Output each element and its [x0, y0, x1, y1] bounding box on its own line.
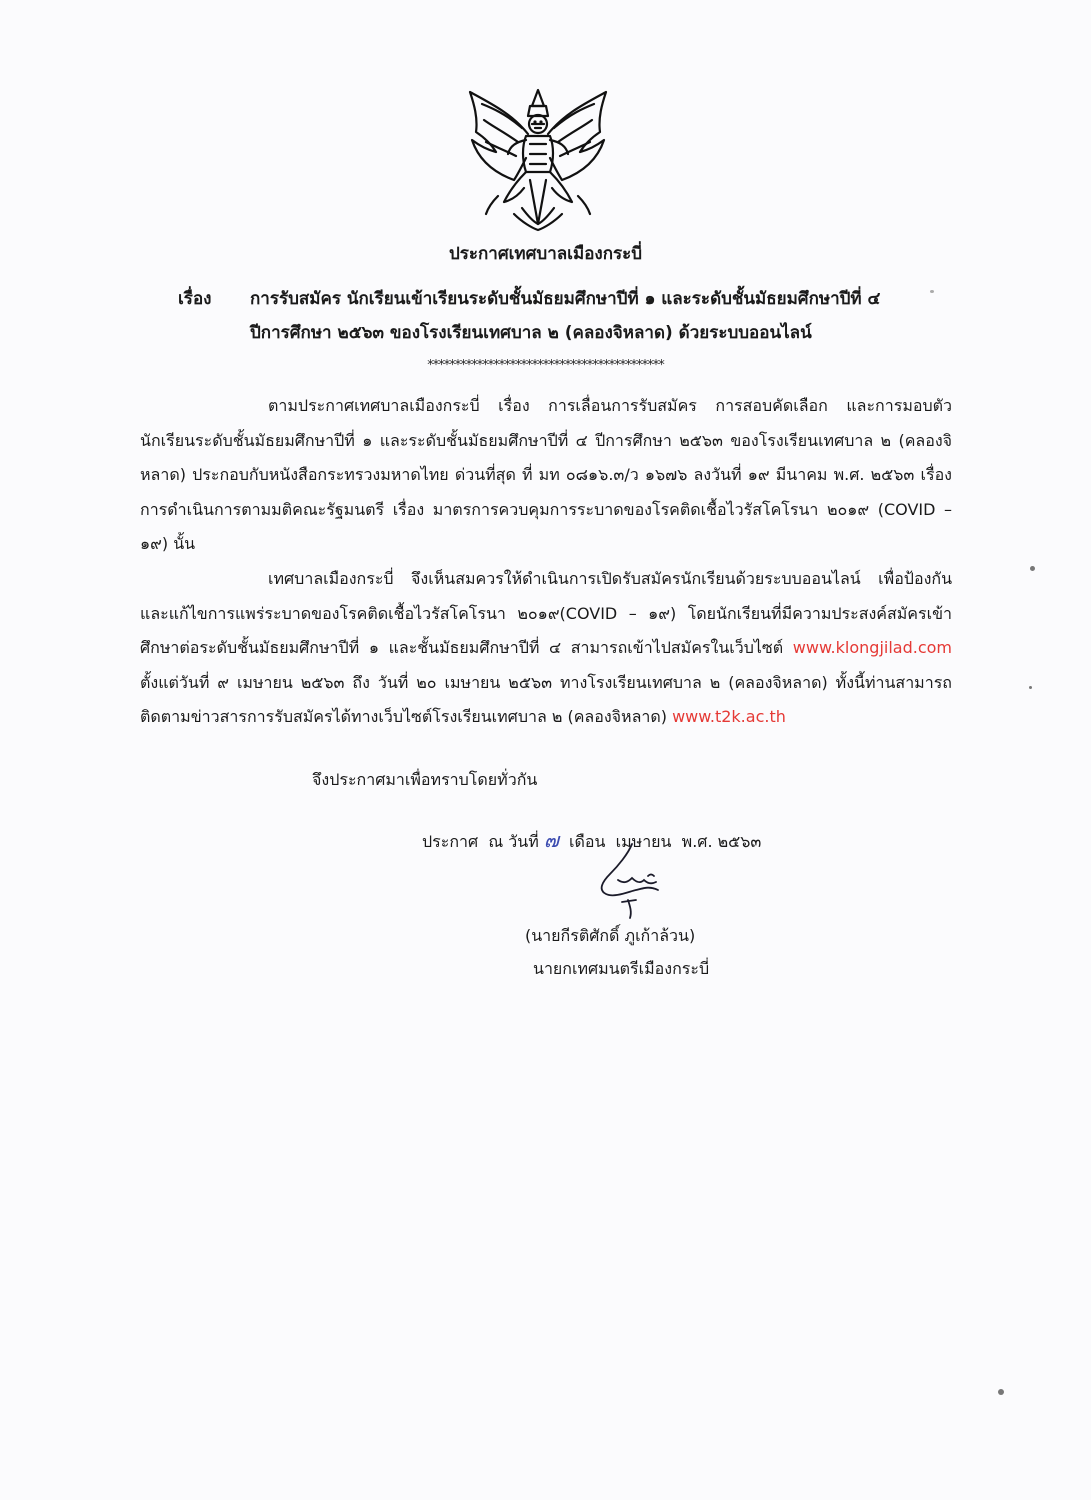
announcement-title: ประกาศเทศบาลเมืองกระบี่ [448, 244, 643, 264]
handwritten-day: ๗ [543, 828, 559, 852]
signer-title: นายกเทศมนตรีเมืองกระบี่ [533, 959, 710, 978]
subject-line-1 [178, 282, 978, 316]
subject-label: เรื่อง [178, 289, 212, 309]
paragraph-2-text-a: เทศบาลเมืองกระบี่ จึงเห็นสมควรให้ดำเนินการเปิดรับสมัครนักเรียนด้วยระบบออนไลน์ เพื่อป้องกันและแก้ไขการแพร่ระบาดของโรคติดเชื้อไวรัสโคโรนา ๒๐๑๙(COVID – ๑๙) โดยนักเรียนที่มีความประสงค์สมัครเข้าศึกษาต่อระดับชั้นมัธยมศึกษาปีที่ ๑ และชั้นมัธยมศึกษาปีที่ ๔ สามารถเข้าไปสมัครในเว็บไซต์ [140, 569, 952, 657]
klongjilad-link[interactable]: www.klongjilad.com [792, 638, 952, 657]
signer-name: (นายกีรติศักดิ์ ภูเก้าล้วน) [525, 926, 696, 945]
date-prefix: ประกาศ ณ วันที่ [422, 832, 544, 851]
paragraph-2 [140, 562, 952, 735]
scan-speck [1030, 566, 1035, 571]
scan-speck [930, 290, 934, 293]
signature-icon [588, 840, 678, 920]
scan-speck [998, 1389, 1004, 1395]
date-suffix: เดือน เมษายน พ.ศ. ๒๕๖๓ [558, 832, 762, 851]
garuda-emblem-icon [452, 84, 624, 234]
subject-text-1: การรับสมัคร นักเรียนเข้าเรียนระดับชั้นมัธยมศึกษาปีที่ ๑ และระดับชั้นมัธยมศึกษาปีที่ ๔ [250, 289, 881, 309]
subject-block [178, 282, 978, 350]
closing-statement: จึงประกาศมาเพื่อทราบโดยทั่วกัน [312, 770, 538, 789]
t2k-link[interactable]: www.t2k.ac.th [672, 707, 786, 726]
paragraph-1: ตามประกาศเทศบาลเมืองกระบี่ เรื่อง การเลื่อนการรับสมัคร การสอบคัดเลือก และการมอบตัวนักเรียนระดับชั้นมัธยมศึกษาปีที่ ๑ และระดับชั้นมัธยมศึกษาปีที่ ๔ ปีการศึกษา ๒๕๖๓ ของโรงเรียนเทศบาล ๒ (คลองจิหลาด) ประกอบกับหนังสือกระทรวงมหาดไทย ด่วนที่สุด ที่ มท ๐๘๑๖.๓/ว ๑๖๗๖ ลงวันที่ ๑๙ มีนาคม พ.ศ. ๒๕๖๓ เรื่อง การดำเนินการตามมติคณะรัฐมนตรี เรื่อง มาตรการควบคุมการระบาดของโรคติดเชื้อไวรัสโคโรนา ๒๐๑๙ (COVID – ๑๙) นั้น [140, 396, 952, 553]
scan-speck [1029, 686, 1032, 689]
paragraph-2-text-b: ตั้งแต่วันที่ ๙ เมษายน ๒๕๖๓ ถึง วันที่ ๒๐ เมษายน ๒๕๖๓ ทางโรงเรียนเทศบาล ๒ (คลองจิหลาด) ทั้งนี้ท่านสามารถติดตามข่าวสารการรับสมัครได้ทางเว็บไซต์โรงเรียนเทศบาล ๒ (คลองจิหลาด) [140, 672, 952, 726]
star-divider: ******************************************* [427, 358, 664, 373]
subject-text-2: ปีการศึกษา ๒๕๖๓ ของโรงเรียนเทศบาล ๒ (คลองจิหลาด) ด้วยระบบออนไลน์ [250, 323, 812, 343]
